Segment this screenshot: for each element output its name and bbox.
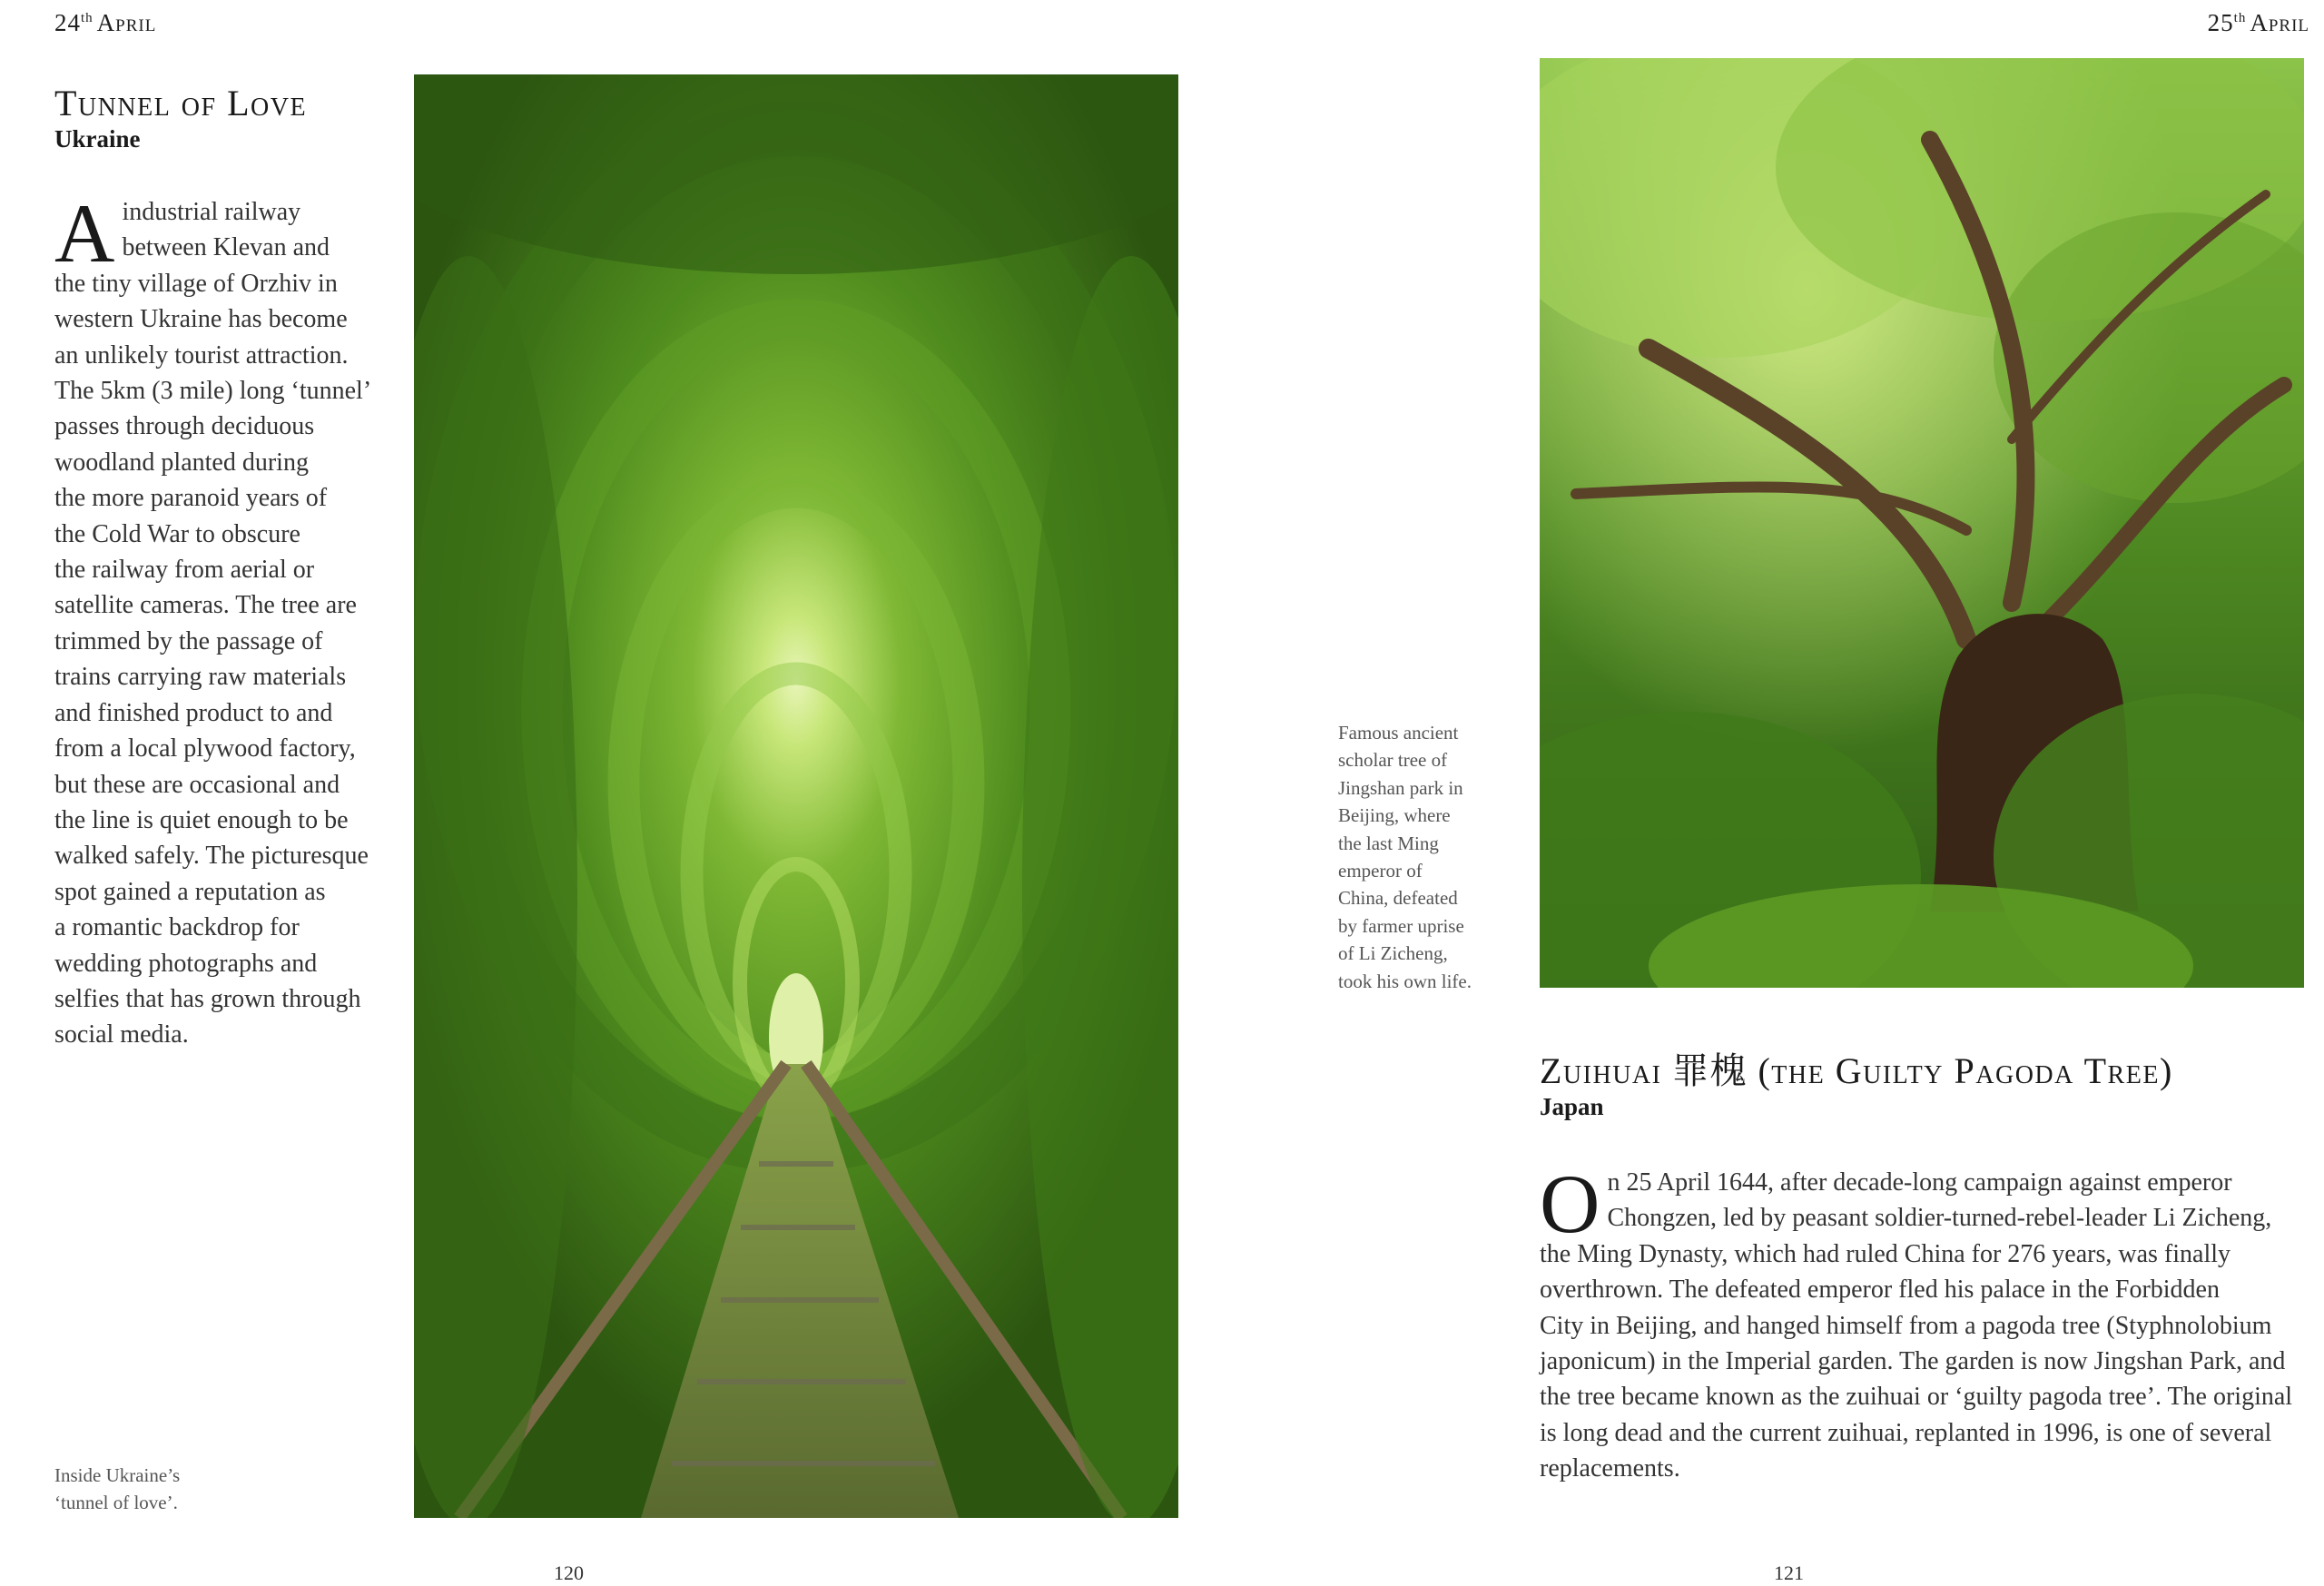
left-article-country: Ukraine: [54, 125, 141, 153]
right-caption-line: by farmer uprise: [1338, 914, 1464, 937]
right-body-line: the Ming Dynasty, which had ruled China for 276 years, was finally: [1540, 1239, 2231, 1268]
right-body-line: japonicum) in the Imperial garden. The garden is now Jingshan Park, and: [1540, 1347, 2286, 1376]
left-body-line: and finished product to and: [54, 698, 333, 727]
tunnel-photo-drawing: [414, 74, 1178, 1518]
left-body-line: trimmed by the passage of: [54, 626, 323, 655]
right-caption-line: took his own life.: [1338, 970, 1472, 992]
left-body-line: the Cold War to obscure: [54, 519, 300, 548]
right-date-day: 25: [2207, 9, 2234, 36]
right-body-line: City in Beijing, and hanged himself from a pagoda tree (Styphnolobium: [1540, 1311, 2272, 1340]
right-page-number: 121: [1774, 1561, 1804, 1584]
left-body-line: passes through deciduous: [54, 412, 315, 441]
right-date-month: April: [2250, 9, 2309, 36]
right-caption-line: Jingshan park in: [1338, 776, 1463, 799]
left-running-head-date: [54, 9, 156, 37]
right-date-suffix: th: [2233, 11, 2247, 25]
left-caption-lines: [54, 1462, 180, 1517]
left-body-line: walked safely. The picturesque: [54, 842, 369, 871]
left-caption-line: ‘tunnel of love’.: [54, 1492, 178, 1514]
right-article-country: Japan: [1540, 1093, 1604, 1120]
left-body-line: an unlikely tourist attraction.: [54, 340, 349, 369]
left-date-suffix: th: [81, 11, 94, 25]
right-caption-line: scholar tree of: [1338, 749, 1448, 772]
pagoda-tree-drawing: [1540, 58, 2304, 988]
right-caption-line: the last Ming: [1338, 832, 1439, 854]
right-body-line: is long dead and the current zuihuai, replanted in 1996, is one of several: [1540, 1418, 2272, 1447]
left-body-line: the railway from aerial or: [54, 556, 315, 585]
right-caption-line: Famous ancient: [1338, 722, 1459, 744]
left-body-line: selfies that has grown through: [54, 984, 361, 1013]
right-caption-lines: [1338, 719, 1472, 995]
tunnel-of-love-photo: [414, 74, 1178, 1518]
left-body-lines: [54, 187, 381, 1053]
right-body-line: Chongzen, led by peasant soldier-turned-rebel-leader Li Zicheng,: [1607, 1204, 2272, 1233]
left-body-line: the tiny village of Orzhiv in: [54, 269, 338, 298]
right-article-body: [1540, 1157, 2302, 1487]
right-body-lines: [1540, 1157, 2302, 1487]
left-body-line: social media.: [54, 1020, 189, 1049]
right-caption-line: China, defeated: [1338, 887, 1458, 910]
left-body-line: between Klevan and: [122, 233, 330, 262]
right-article-title: Zuihuai 罪槐 (the Guilty Pagoda Tree): [1540, 1050, 2173, 1091]
left-page-number: 120: [554, 1561, 584, 1584]
left-body-line: woodland planted during: [54, 448, 309, 477]
left-dropcap: A: [54, 187, 115, 280]
right-body-line: n 25 April 1644, after decade-long campaign against emperor: [1607, 1168, 2232, 1197]
pagoda-tree-photo: [1540, 58, 2304, 988]
left-photo-caption: [54, 1462, 180, 1517]
left-body-line: the more paranoid years of: [54, 484, 328, 513]
left-body-line: trains carrying raw materials: [54, 663, 347, 692]
right-caption-line: emperor of: [1338, 860, 1423, 882]
right-body-line: the tree became known as the zuihuai or ‘guilty pagoda tree’. The original: [1540, 1383, 2293, 1412]
left-article-title: Tunnel of Love: [54, 83, 308, 123]
left-body-line: The 5km (3 mile) long ‘tunnel’: [54, 377, 372, 406]
right-body-line: overthrown. The defeated emperor fled his palace in the Forbidden: [1540, 1276, 2220, 1305]
left-article-body: [54, 187, 381, 1053]
right-caption-line: of Li Zicheng,: [1338, 942, 1448, 965]
left-body-line: from a local plywood factory,: [54, 734, 356, 763]
left-body-line: but these are occasional and: [54, 770, 340, 799]
left-body-line: satellite cameras. The tree are: [54, 591, 357, 620]
left-body-line: a romantic backdrop for: [54, 913, 300, 942]
left-caption-line: Inside Ukraine’s: [54, 1464, 181, 1486]
left-date-day: 24: [54, 9, 81, 36]
left-body-line: wedding photographs and: [54, 949, 318, 978]
left-date-month: April: [96, 9, 157, 36]
left-body-line: western Ukraine has become: [54, 305, 348, 334]
left-body-line: industrial railway: [122, 198, 301, 226]
right-caption-line: Beijing, where: [1338, 804, 1451, 827]
left-body-line: the line is quiet enough to be: [54, 805, 349, 834]
right-body-line: replacements.: [1540, 1454, 1680, 1483]
left-body-line: spot gained a reputation as: [54, 877, 326, 906]
right-running-head-date: [2208, 9, 2309, 37]
right-photo-caption: [1338, 719, 1472, 995]
right-dropcap: O: [1540, 1157, 1600, 1250]
